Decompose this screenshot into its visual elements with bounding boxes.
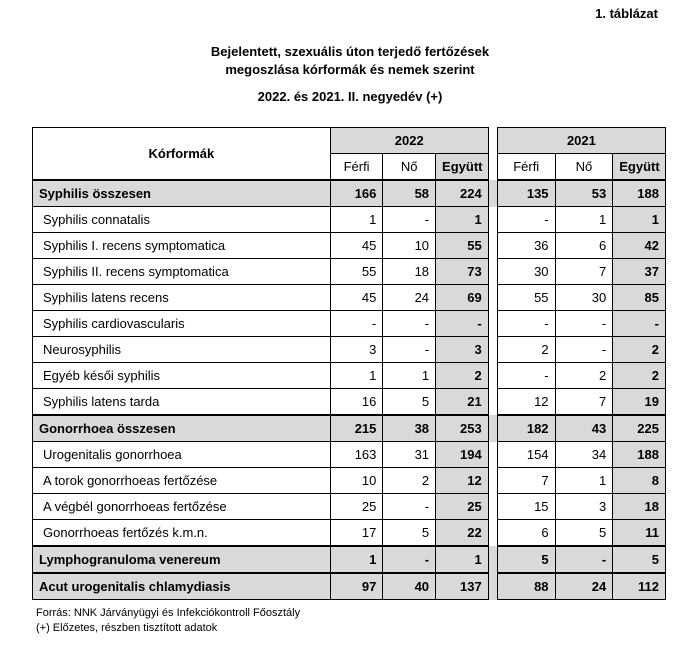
cell-2022-egyutt: 1 [436,546,489,573]
cell-2022-ferfi: 55 [330,259,383,285]
cell-2022-no: - [383,494,436,520]
column-gap [488,285,497,311]
cell-2022-egyutt: 194 [436,442,489,468]
subheader-ferfi-2022: Férfi [330,154,383,181]
cell-2021-no: 3 [555,494,613,520]
column-gap [488,573,497,600]
cell-2022-ferfi: 215 [330,415,383,442]
cell-2022-no: - [383,207,436,233]
table-row-total [33,180,666,207]
cell-2022-ferfi: 1 [330,546,383,573]
cell-2022-ferfi: 45 [330,285,383,311]
cell-2021-egyutt: 188 [613,442,666,468]
table-body [33,180,666,600]
cell-2022-egyutt: 22 [436,520,489,547]
title-line-2: megoszlása kórformák és nemek szerint [225,62,475,77]
cell-2021-no: - [555,311,613,337]
column-header-korformak: Kórformák [33,128,331,181]
column-gap [488,207,497,233]
row-label: Syphilis latens recens [33,285,331,311]
column-gap [488,180,497,207]
cell-2021-ferfi: - [497,363,555,389]
cell-2021-no: - [555,337,613,363]
row-label: Syphilis összesen [33,180,331,207]
table-row [33,337,666,363]
data-table [32,127,666,600]
cell-2021-ferfi: - [497,207,555,233]
row-label: A végbél gonorrhoeas fertőzése [33,494,331,520]
cell-2021-ferfi: 5 [497,546,555,573]
cell-2022-ferfi: 1 [330,363,383,389]
cell-2022-no: 5 [383,389,436,416]
year-header-2021: 2021 [497,128,665,154]
cell-2022-ferfi: - [330,311,383,337]
cell-2022-ferfi: 10 [330,468,383,494]
year-header-2022: 2022 [330,128,488,154]
table-row [33,285,666,311]
row-label: Syphilis latens tarda [33,389,331,416]
cell-2022-no: 2 [383,468,436,494]
column-gap [488,546,497,573]
cell-2022-ferfi: 17 [330,520,383,547]
cell-2022-egyutt: 25 [436,494,489,520]
cell-2022-egyutt: 12 [436,468,489,494]
cell-2022-egyutt: - [436,311,489,337]
table-row [33,363,666,389]
cell-2021-ferfi: 36 [497,233,555,259]
table-row [33,207,666,233]
cell-2022-egyutt: 2 [436,363,489,389]
cell-2022-ferfi: 3 [330,337,383,363]
column-gap [488,233,497,259]
cell-2021-no: 34 [555,442,613,468]
column-gap [488,259,497,285]
row-label: Gonorrhoeas fertőzés k.m.n. [33,520,331,547]
table-row-total [33,415,666,442]
cell-2021-egyutt: 37 [613,259,666,285]
cell-2021-no: 24 [555,573,613,600]
table-row [33,259,666,285]
cell-2022-no: 38 [383,415,436,442]
table-row-total [33,573,666,600]
subheader-ferfi-2021: Férfi [497,154,555,181]
cell-2022-egyutt: 69 [436,285,489,311]
column-gap [488,363,497,389]
cell-2021-egyutt: - [613,311,666,337]
subheader-egyutt-2021: Együtt [613,154,666,181]
cell-2022-ferfi: 1 [330,207,383,233]
column-gap [488,442,497,468]
cell-2021-ferfi: 15 [497,494,555,520]
cell-2022-no: - [383,311,436,337]
cell-2022-no: - [383,546,436,573]
cell-2021-ferfi: - [497,311,555,337]
cell-2022-no: 24 [383,285,436,311]
row-label: Syphilis connatalis [33,207,331,233]
cell-2021-egyutt: 11 [613,520,666,547]
cell-2022-ferfi: 166 [330,180,383,207]
cell-2022-egyutt: 253 [436,415,489,442]
cell-2022-egyutt: 73 [436,259,489,285]
title-line-1: Bejelentett, szexuális úton terjedő fertőzések [210,44,490,59]
row-label: Lymphogranuloma venereum [33,546,331,573]
cell-2022-egyutt: 55 [436,233,489,259]
preliminary-note: (+) Előzetes, részben tisztított adatok [36,622,218,634]
cell-2021-egyutt: 18 [613,494,666,520]
table-row-total [33,546,666,573]
cell-2021-egyutt: 225 [613,415,666,442]
cell-2021-ferfi: 30 [497,259,555,285]
cell-2021-no: - [555,546,613,573]
column-gap [488,128,497,181]
row-label: Syphilis II. recens symptomatica [33,259,331,285]
cell-2021-egyutt: 2 [613,337,666,363]
cell-2021-no: 1 [555,468,613,494]
cell-2021-ferfi: 2 [497,337,555,363]
source-note: Forrás: NNK Járványügyi és Infekciókontroll Főosztály [36,607,301,619]
row-label: Urogenitalis gonorrhoea [33,442,331,468]
column-gap [488,311,497,337]
cell-2022-ferfi: 163 [330,442,383,468]
row-label: Neurosyphilis [33,337,331,363]
cell-2021-ferfi: 88 [497,573,555,600]
cell-2021-no: 1 [555,207,613,233]
cell-2022-egyutt: 224 [436,180,489,207]
cell-2021-ferfi: 12 [497,389,555,416]
cell-2021-no: 5 [555,520,613,547]
column-gap [488,389,497,416]
cell-2021-ferfi: 154 [497,442,555,468]
cell-2022-no: - [383,337,436,363]
cell-2021-egyutt: 19 [613,389,666,416]
row-label: Egyéb késői syphilis [33,363,331,389]
cell-2021-egyutt: 1 [613,207,666,233]
row-label: Syphilis cardiovascularis [33,311,331,337]
cell-2021-no: 7 [555,259,613,285]
table-row [33,442,666,468]
cell-2021-no: 6 [555,233,613,259]
table-row [33,389,666,416]
subheader-no-2022: Nő [383,154,436,181]
cell-2021-no: 2 [555,363,613,389]
cell-2021-egyutt: 2 [613,363,666,389]
cell-2022-no: 58 [383,180,436,207]
table-row [33,494,666,520]
cell-2021-egyutt: 5 [613,546,666,573]
column-gap [488,415,497,442]
row-label: Syphilis I. recens symptomatica [33,233,331,259]
row-label: Gonorrhoea összesen [33,415,331,442]
cell-2022-egyutt: 137 [436,573,489,600]
subheader-egyutt-2022: Együtt [436,154,489,181]
cell-2022-no: 5 [383,520,436,547]
column-gap [488,520,497,547]
cell-2021-ferfi: 182 [497,415,555,442]
cell-2021-ferfi: 135 [497,180,555,207]
column-gap [488,494,497,520]
table-row [33,233,666,259]
cell-2021-no: 7 [555,389,613,416]
cell-2022-egyutt: 1 [436,207,489,233]
cell-2021-no: 53 [555,180,613,207]
table-row [33,520,666,547]
cell-2021-no: 43 [555,415,613,442]
cell-2021-ferfi: 7 [497,468,555,494]
cell-2022-ferfi: 45 [330,233,383,259]
cell-2021-ferfi: 55 [497,285,555,311]
cell-2021-no: 30 [555,285,613,311]
cell-2022-no: 18 [383,259,436,285]
cell-2022-no: 40 [383,573,436,600]
column-gap [488,337,497,363]
cell-2022-ferfi: 16 [330,389,383,416]
cell-2022-ferfi: 25 [330,494,383,520]
table-row [33,468,666,494]
row-label: A torok gonorrhoeas fertőzése [33,468,331,494]
cell-2022-egyutt: 3 [436,337,489,363]
column-gap [488,468,497,494]
cell-2021-egyutt: 85 [613,285,666,311]
cell-2022-egyutt: 21 [436,389,489,416]
title-line-3: 2022. és 2021. II. negyedév (+) [257,89,443,104]
table-number: 1. táblázat [595,6,658,21]
cell-2021-egyutt: 8 [613,468,666,494]
cell-2022-no: 10 [383,233,436,259]
cell-2021-egyutt: 112 [613,573,666,600]
cell-2022-ferfi: 97 [330,573,383,600]
cell-2022-no: 31 [383,442,436,468]
cell-2021-egyutt: 188 [613,180,666,207]
subheader-no-2021: Nő [555,154,613,181]
cell-2021-egyutt: 42 [613,233,666,259]
table-row [33,311,666,337]
cell-2022-no: 1 [383,363,436,389]
cell-2021-ferfi: 6 [497,520,555,547]
row-label: Acut urogenitalis chlamydiasis [33,573,331,600]
